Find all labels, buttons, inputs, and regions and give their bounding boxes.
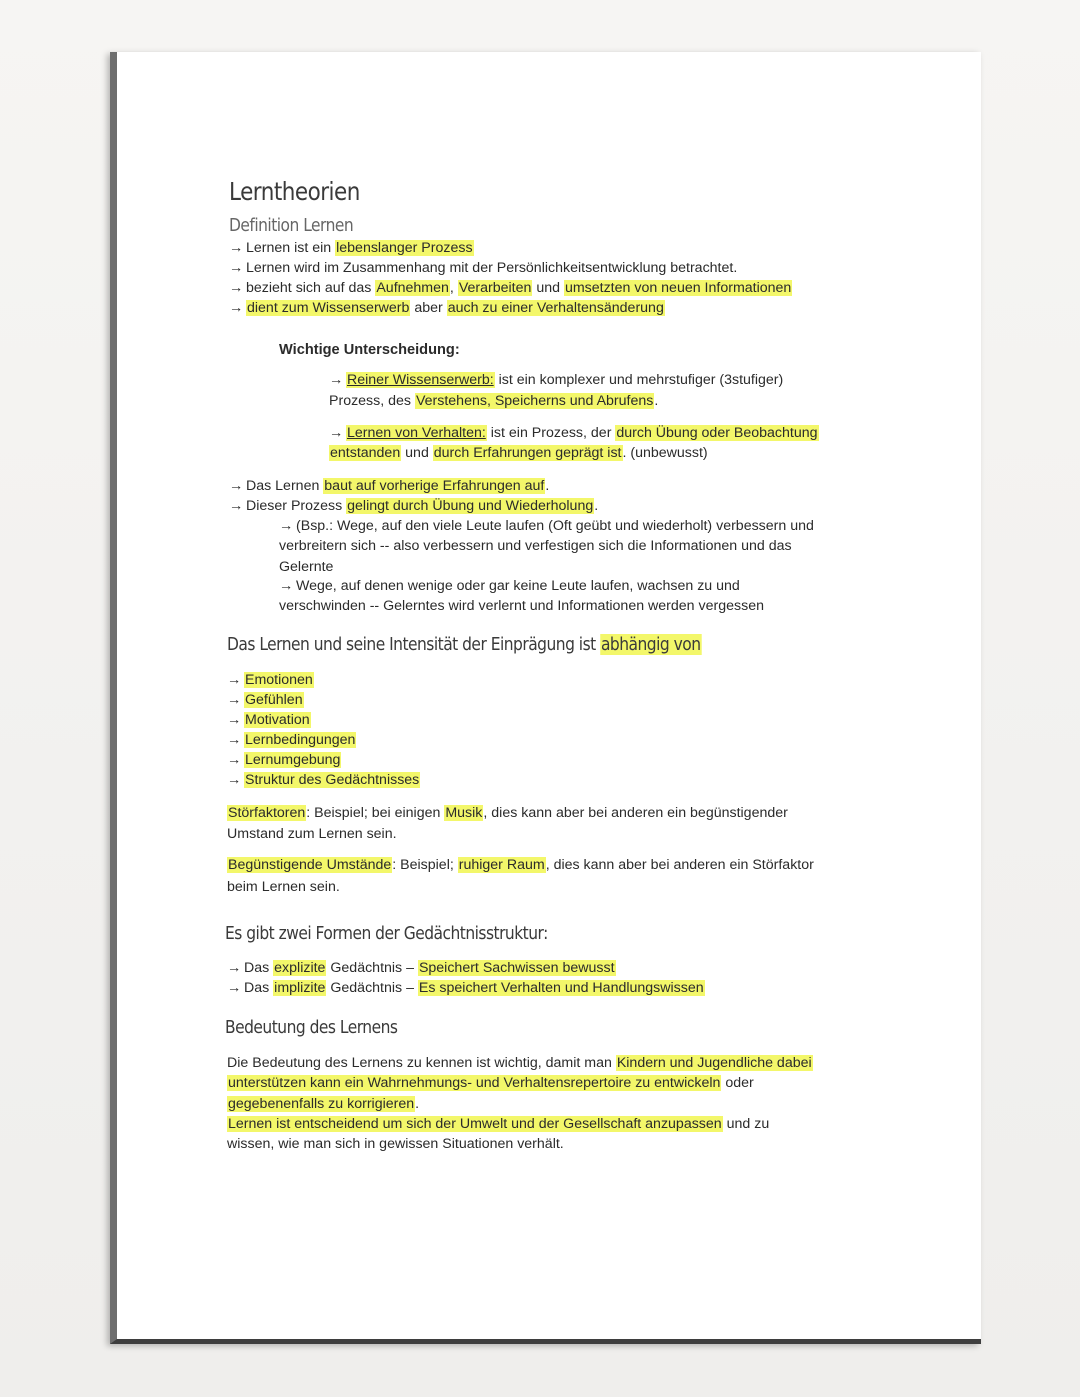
arrow-icon: → — [229, 280, 244, 296]
arrow-icon: → — [227, 752, 242, 768]
arrow-icon: → — [229, 240, 244, 256]
arrow-icon: → — [227, 672, 242, 688]
memory-heading: Es gibt zwei Formen der Gedächtnisstruktur: — [225, 923, 548, 944]
arrow-icon: → — [227, 692, 242, 708]
process-line-1: → Das Lernen baut auf vorherige Erfahrungen auf. — [229, 478, 550, 494]
arrow-icon: → — [227, 732, 242, 748]
definition-item-4: → dient zum Wissenserwerb aber auch zu einer Verhaltensänderung — [229, 300, 664, 316]
intensity-item: → Struktur des Gedächtnisses — [227, 772, 420, 788]
intensity-item: → Emotionen — [227, 672, 313, 688]
distinction-heading: Wichtige Unterscheidung: — [279, 342, 460, 358]
example-line-4: → Wege, auf denen wenige oder gar keine Leute laufen, wachsen zu und — [279, 578, 740, 594]
arrow-icon: → — [279, 518, 294, 534]
meaning-line-2: unterstützen kann ein Wahrnehmungs- und Verhaltensrepertoire zu entwickeln oder — [228, 1075, 754, 1091]
arrow-icon: → — [227, 980, 242, 996]
arrow-icon: → — [329, 372, 344, 388]
stoerfaktoren-line-1: Störfaktoren: Beispiel; bei einigen Musik, dies kann aber bei anderen ein begünstigender — [228, 805, 788, 821]
example-line-3: Gelernte — [279, 559, 334, 575]
arrow-icon: → — [227, 712, 242, 728]
arrow-icon: → — [279, 578, 294, 594]
process-line-2: → Dieser Prozess gelingt durch Übung und Wiederholung. — [229, 498, 599, 514]
arrow-icon: → — [229, 260, 244, 276]
definition-heading: Definition Lernen — [229, 215, 354, 236]
intensity-item: → Lernumgebung — [227, 752, 341, 768]
meaning-line-4: Lernen ist entscheidend um sich der Umwelt und der Gesellschaft anzupassen und zu — [228, 1116, 770, 1132]
intensity-heading: Das Lernen und seine Intensität der Einprägung ist abhängig von — [227, 634, 701, 655]
intensity-item: → Lernbedingungen — [227, 732, 356, 748]
arrow-icon: → — [229, 478, 244, 494]
stoerfaktoren-line-2: Umstand zum Lernen sein. — [227, 826, 397, 842]
meaning-line-5: wissen, wie man sich in gewissen Situationen verhält. — [227, 1136, 564, 1152]
meaning-line-3: gegebenenfalls zu korrigieren. — [228, 1096, 420, 1112]
beguenstigend-line-2: beim Lernen sein. — [227, 879, 340, 895]
definition-item-3: → bezieht sich auf das Aufnehmen, Verarbeiten und umsetzten von neuen Informationen — [229, 280, 792, 296]
intensity-item: → Gefühlen — [227, 692, 303, 708]
arrow-icon: → — [329, 425, 344, 441]
definition-item-1: → Lernen ist ein lebenslanger Prozess — [229, 240, 473, 256]
beguenstigend-line-1: Begünstigende Umstände: Beispiel; ruhiger Raum, dies kann aber bei anderen ein Störfaktor — [228, 857, 814, 873]
arrow-icon: → — [227, 960, 242, 976]
page-title: Lerntheorien — [229, 177, 360, 206]
distinction-b-line-2: entstanden und durch Erfahrungen geprägt ist. (unbewusst) — [330, 445, 708, 461]
memory-implicit: → Das implizite Gedächtnis – Es speichert Verhalten und Handlungswissen — [227, 980, 704, 996]
distinction-a-line-2: Prozess, des Verstehens, Speicherns und Abrufens. — [329, 393, 659, 409]
definition-item-2: → Lernen wird im Zusammenhang mit der Persönlichkeitsentwicklung betrachtet. — [229, 260, 738, 276]
memory-explicit: → Das explizite Gedächtnis – Speichert Sachwissen bewusst — [227, 960, 615, 976]
meaning-heading: Bedeutung des Lernens — [225, 1017, 398, 1038]
arrow-icon: → — [229, 300, 244, 316]
example-line-5: verschwinden -- Gelerntes wird verlernt und Informationen werden vergessen — [279, 598, 764, 614]
meaning-line-1: Die Bedeutung des Lernens zu kennen ist wichtig, damit man Kindern und Jugendliche dabei — [227, 1055, 812, 1071]
distinction-a-line-1: → Reiner Wissenserwerb: ist ein komplexer und mehrstufiger (3stufiger) — [329, 372, 784, 388]
example-line-2: verbreitern sich -- also verbessern und verfestigen sich die Informationen und das — [279, 538, 792, 554]
example-line-1: → (Bsp.: Wege, auf den viele Leute laufen (Oft geübt und wiederholt) verbessern und — [279, 518, 814, 534]
arrow-icon: → — [229, 498, 244, 514]
distinction-b-line-1: → Lernen von Verhalten: ist ein Prozess, der durch Übung oder Beobachtung — [329, 425, 818, 441]
arrow-icon: → — [227, 772, 242, 788]
intensity-item: → Motivation — [227, 712, 310, 728]
